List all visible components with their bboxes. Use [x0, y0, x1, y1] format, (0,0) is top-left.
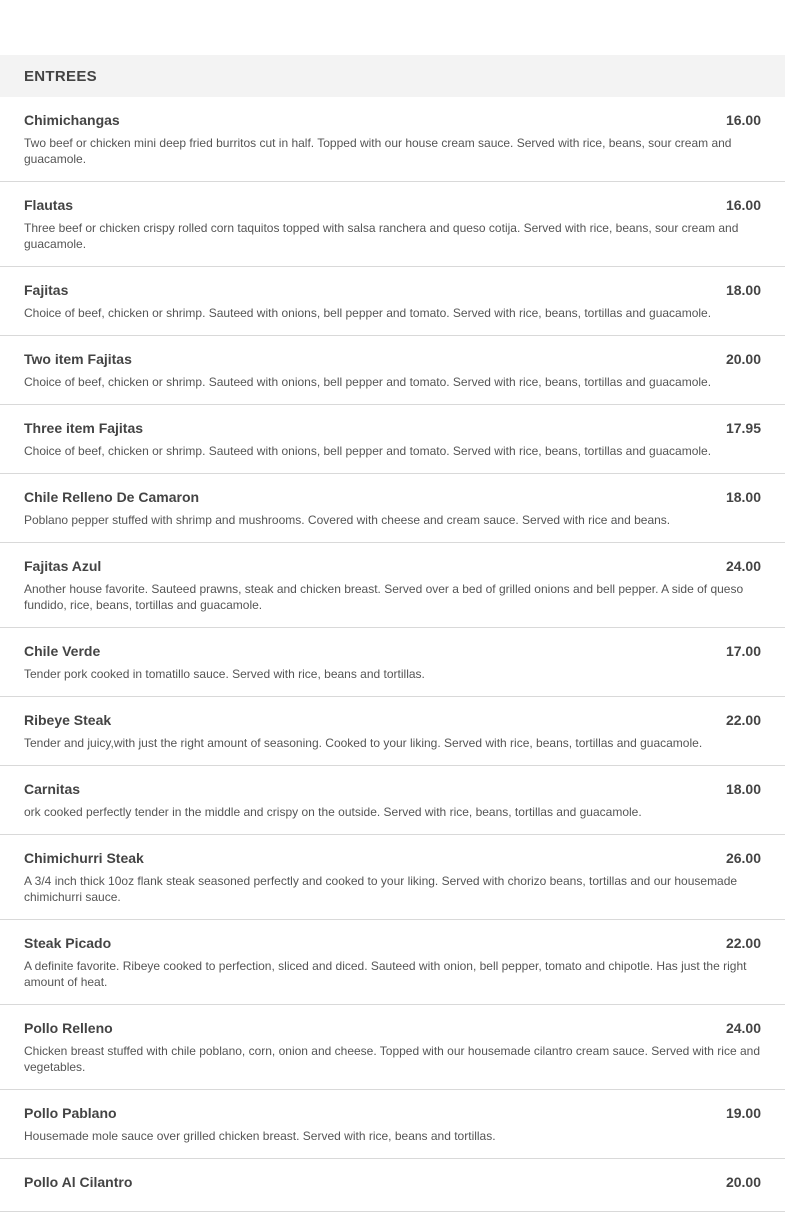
menu-item-head: [24, 850, 761, 868]
menu-item-price: 16.00: [725, 197, 761, 213]
menu-item-name: Pollo Pablano: [24, 1105, 117, 1121]
menu-item-description: Another house favorite. Sauteed prawns, steak and chicken breast. Served over a bed of grilled onions and bell pepper. A side of queso fundido, rice, beans, tortillas and guacamole.: [24, 582, 744, 612]
menu-item-price: 24.00: [725, 558, 761, 574]
menu-item-description: Two beef or chicken mini deep fried burritos cut in half. Topped with our house cream sauce. Served with rice, beans, sour cream and guacamole.: [24, 136, 732, 166]
menu-item-head: [24, 351, 761, 369]
menu-item[interactable]: [0, 267, 785, 336]
menu-item[interactable]: [0, 336, 785, 405]
menu-item-name: Three item Fajitas: [24, 420, 144, 436]
menu-item[interactable]: [0, 835, 785, 920]
menu-item-price: 16.00: [725, 112, 761, 128]
menu-item[interactable]: [0, 182, 785, 267]
menu-item-head: [24, 781, 761, 799]
menu-item-head: [24, 643, 761, 661]
menu-item-name: Pollo Al Cilantro: [24, 1174, 133, 1190]
menu-item-name: Chile Relleno De Camaron: [24, 489, 200, 505]
menu-item-price: 18.00: [725, 282, 761, 298]
menu-item-name: Ribeye Steak: [24, 712, 112, 728]
menu-item-price: 22.00: [725, 935, 761, 951]
menu-item-description: Three beef or chicken crispy rolled corn taquitos topped with salsa ranchera and queso cotija. Served with rice, beans, sour cream and guacamole.: [24, 221, 739, 251]
menu-item-name: Carnitas: [24, 781, 81, 797]
menu-item-head: [24, 420, 761, 438]
menu-item-description: Chicken breast stuffed with chile poblano, corn, onion and cheese. Topped with our housemade cilantro cream sauce. Served with rice and vegetables.: [24, 1044, 760, 1074]
menu-item-description: Tender and juicy,with just the right amount of seasoning. Cooked to your liking. Served with rice, beans, tortillas and guacamole.: [24, 736, 703, 750]
menu-item-head: [24, 1020, 761, 1038]
menu-item-description: Housemade mole sauce over grilled chicken breast. Served with rice, beans and tortillas.: [24, 1129, 496, 1143]
section-title: ENTREES: [24, 67, 97, 85]
menu-item-name: Pollo Relleno: [24, 1020, 113, 1036]
menu-item-head: [24, 197, 761, 215]
menu-item-head: [24, 489, 761, 507]
menu-item-price: 18.00: [725, 489, 761, 505]
menu-item[interactable]: [0, 628, 785, 697]
menu-item-description: Choice of beef, chicken or shrimp. Sauteed with onions, bell pepper and tomato. Served with rice, beans, tortillas and guacamole.: [24, 306, 712, 320]
menu-item-name: Chile Verde: [24, 643, 101, 659]
menu-item-description: A 3/4 inch thick 10oz flank steak seasoned perfectly and cooked to your liking. Served with chorizo beans, tortillas and our housemade chimichurri sauce.: [24, 874, 738, 904]
menu-item-head: [24, 112, 761, 130]
menu-item[interactable]: [0, 405, 785, 474]
menu-item[interactable]: [0, 1005, 785, 1090]
menu-item-price: 22.00: [725, 712, 761, 728]
menu-item-head: [24, 558, 761, 576]
menu-item-name: Fajitas Azul: [24, 558, 102, 574]
menu-item-name: Fajitas: [24, 282, 69, 298]
section-header-entrees: [0, 55, 785, 97]
menu-item-head: [24, 712, 761, 730]
menu-item[interactable]: [0, 543, 785, 628]
menu-item-name: Two item Fajitas: [24, 351, 132, 367]
menu-item-price: 18.00: [725, 781, 761, 797]
menu-item[interactable]: [0, 766, 785, 835]
menu-item-description: ork cooked perfectly tender in the middle and crispy on the outside. Served with rice, beans, tortillas and guacamole.: [24, 805, 642, 819]
menu-item-price: 17.95: [725, 420, 761, 436]
menu-item-name: Chimichangas: [24, 112, 120, 128]
menu-item-price: 17.00: [725, 643, 761, 659]
menu-item-name: Flautas: [24, 197, 74, 213]
menu-item-head: [24, 1174, 761, 1192]
menu-item[interactable]: [0, 1159, 785, 1212]
menu-item-description: Choice of beef, chicken or shrimp. Sauteed with onions, bell pepper and tomato. Served with rice, beans, tortillas and guacamole.: [24, 375, 712, 389]
menu-item-price: 20.00: [725, 351, 761, 367]
menu-item-description: Tender pork cooked in tomatillo sauce. Served with rice, beans and tortillas.: [24, 667, 425, 681]
menu-item-description: Choice of beef, chicken or shrimp. Sauteed with onions, bell pepper and tomato. Served with rice, beans, tortillas and guacamole.: [24, 444, 712, 458]
menu-item[interactable]: [0, 920, 785, 1005]
menu-item[interactable]: [0, 474, 785, 543]
menu-item[interactable]: [0, 1090, 785, 1159]
menu-item-name: Steak Picado: [24, 935, 112, 951]
menu-item[interactable]: [0, 697, 785, 766]
menu-item-list: [0, 97, 785, 1212]
menu-item-price: 20.00: [725, 1174, 761, 1190]
menu-item-price: 26.00: [725, 850, 761, 866]
menu-item-head: [24, 1105, 761, 1123]
menu-item-head: [24, 935, 761, 953]
menu-item-head: [24, 282, 761, 300]
menu-item-description: A definite favorite. Ribeye cooked to perfection, sliced and diced. Sauteed with onion, bell pepper, tomato and chipotle. Has just the right amount of heat.: [24, 959, 747, 989]
menu-item[interactable]: [0, 97, 785, 182]
menu-item-price: 19.00: [725, 1105, 761, 1121]
menu-item-price: 24.00: [725, 1020, 761, 1036]
menu-item-description: Poblano pepper stuffed with shrimp and mushrooms. Covered with cheese and cream sauce. Served with rice and beans.: [24, 513, 671, 527]
menu-item-name: Chimichurri Steak: [24, 850, 144, 866]
